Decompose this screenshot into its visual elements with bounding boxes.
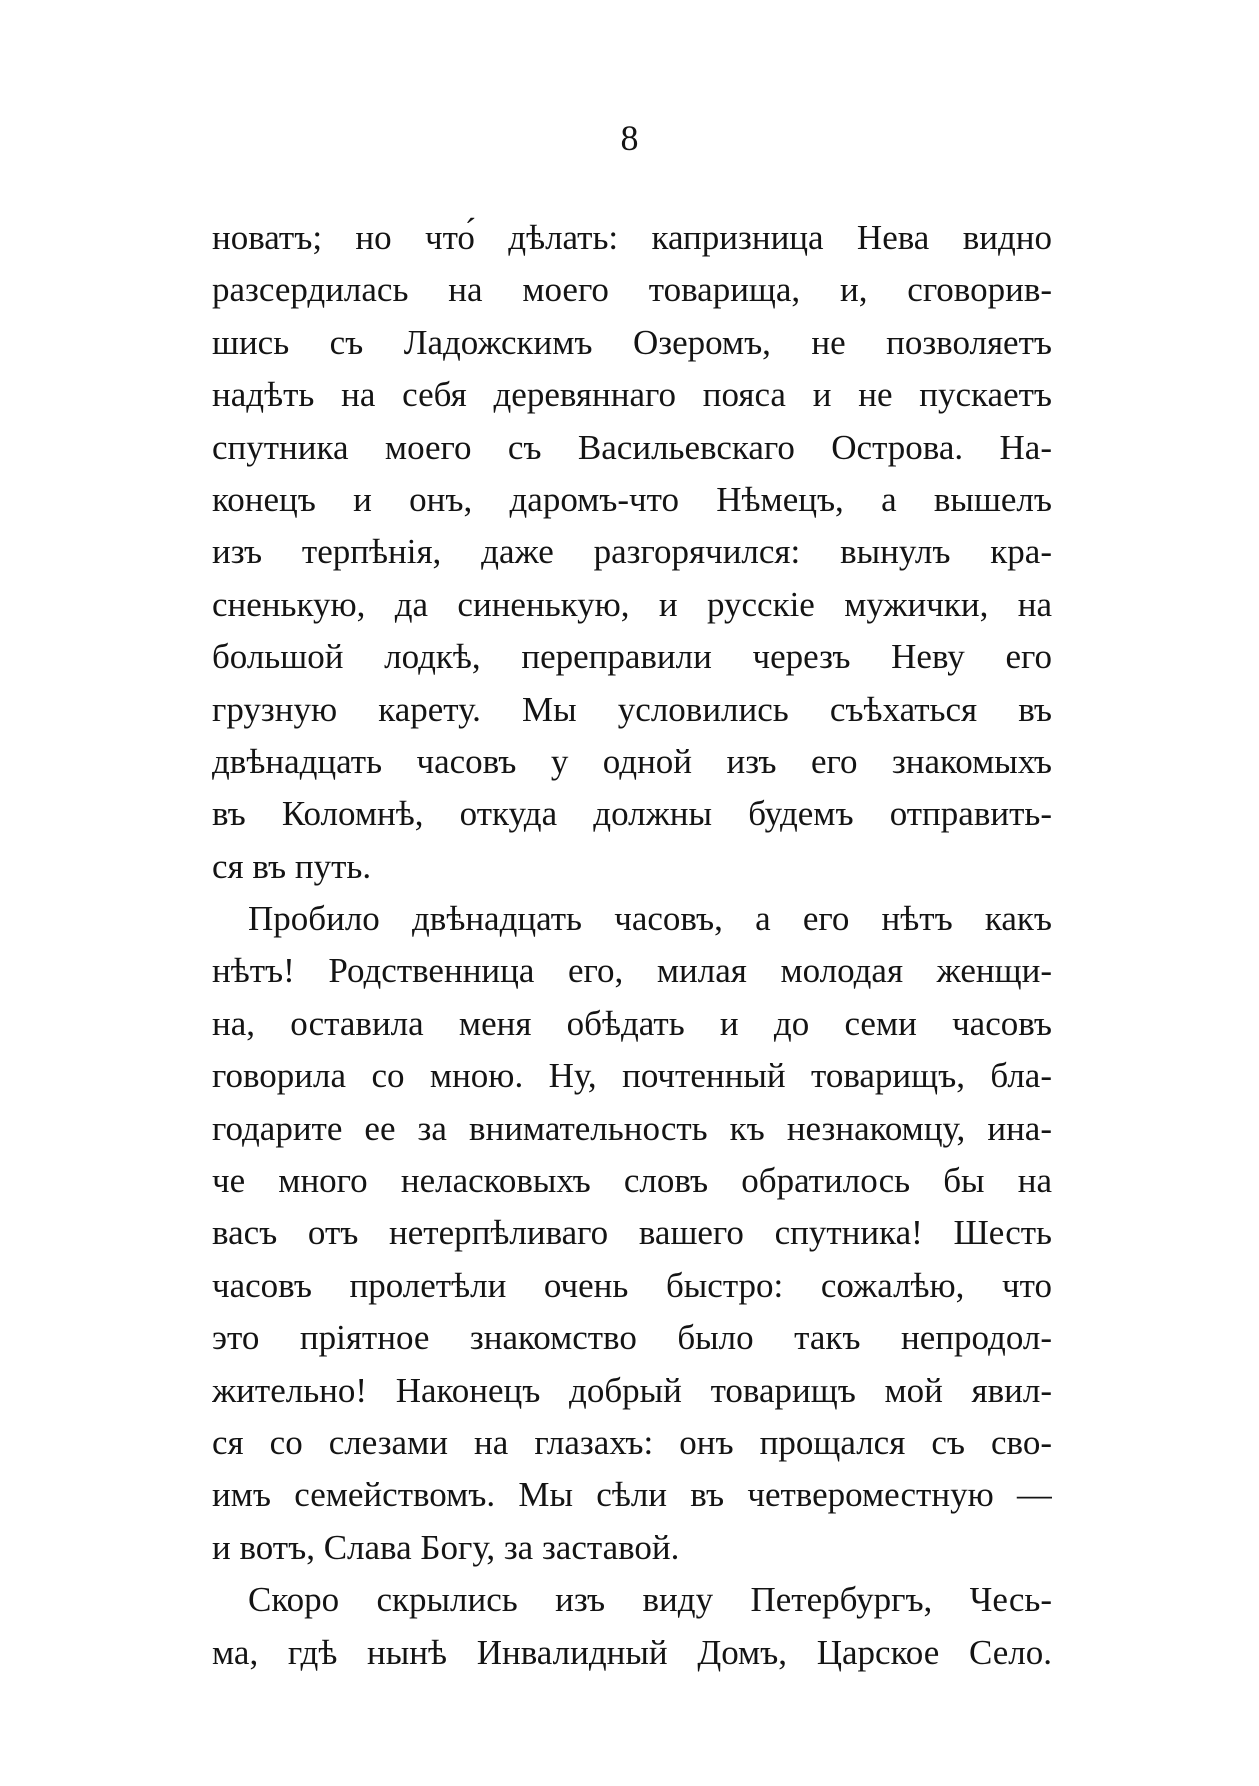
- text-line: ма, гдѣ нынѣ Инвалидный Домъ, Царское Село.: [212, 1632, 1052, 1672]
- paragraph-2: [212, 893, 1052, 1574]
- text-line: часовъ пролетѣли очень быстро: сожалѣю, что: [212, 1265, 1052, 1305]
- text-line: спутника моего съ Васильевскаго Острова. На-: [212, 427, 1052, 467]
- page-number: 8: [620, 118, 639, 158]
- paragraph-3: [212, 1574, 1052, 1679]
- text-line: говорила со мною. Ну, почтенный товарищъ, бла-: [212, 1056, 1052, 1096]
- text-line: большой лодкѣ, переправили черезъ Неву его: [212, 637, 1052, 677]
- text-line: разсердилась на моего товарища, и, сговорив-: [212, 270, 1052, 310]
- text-line: новатъ; но что́ дѣлать: капризница Нева видно: [212, 218, 1052, 257]
- text-line: имъ семействомъ. Мы сѣли въ четвероместную —: [212, 1475, 1052, 1515]
- text-line: шись съ Ладожскимъ Озеромъ, не позволяетъ: [212, 322, 1052, 362]
- text-line: че много неласковыхъ словъ обратилось бы на: [212, 1161, 1052, 1201]
- text-line: въ Коломнѣ, откуда должны будемъ отправить-: [212, 794, 1052, 834]
- text-line: васъ отъ нетерпѣливаго вашего спутника! Шесть: [212, 1213, 1052, 1253]
- text-line: ся со слезами на глазахъ: онъ прощался съ сво-: [212, 1422, 1052, 1462]
- body-text: [212, 212, 1052, 1679]
- text-line: и вотъ, Слава Богу, за заставой.: [212, 1527, 680, 1567]
- text-line: грузную карету. Мы условились съѣхаться въ: [212, 689, 1052, 729]
- text-line: конецъ и онъ, даромъ-что Нѣмецъ, а вышелъ: [212, 479, 1052, 519]
- text-line: двѣнадцать часовъ у одной изъ его знакомыхъ: [212, 741, 1052, 781]
- text-line: нѣтъ! Родственница его, милая молодая женщи-: [212, 951, 1052, 991]
- text-line: это пріятное знакомство было такъ непродол-: [212, 1318, 1052, 1358]
- paragraph-1: [212, 212, 1052, 893]
- text-line: ся въ путь.: [212, 846, 372, 886]
- text-line: жительно! Наконецъ добрый товарищъ мой явил-: [212, 1370, 1052, 1410]
- text-line: годарите ее за внимательность къ незнакомцу, ина-: [212, 1108, 1052, 1148]
- text-line: Пробило двѣнадцать часовъ, а его нѣтъ какъ: [248, 899, 1052, 939]
- text-line: сненькую, да синенькую, и русскіе мужички, на: [212, 584, 1052, 624]
- text-line: надѣть на себя деревяннаго пояса и не пускаетъ: [212, 375, 1052, 415]
- text-line: на, оставила меня обѣдать и до семи часовъ: [212, 1003, 1052, 1043]
- text-line: Скоро скрылись изъ виду Петербургъ, Чесь-: [248, 1580, 1052, 1620]
- text-line: изъ терпѣнія, даже разгорячился: вынулъ кра-: [212, 532, 1052, 572]
